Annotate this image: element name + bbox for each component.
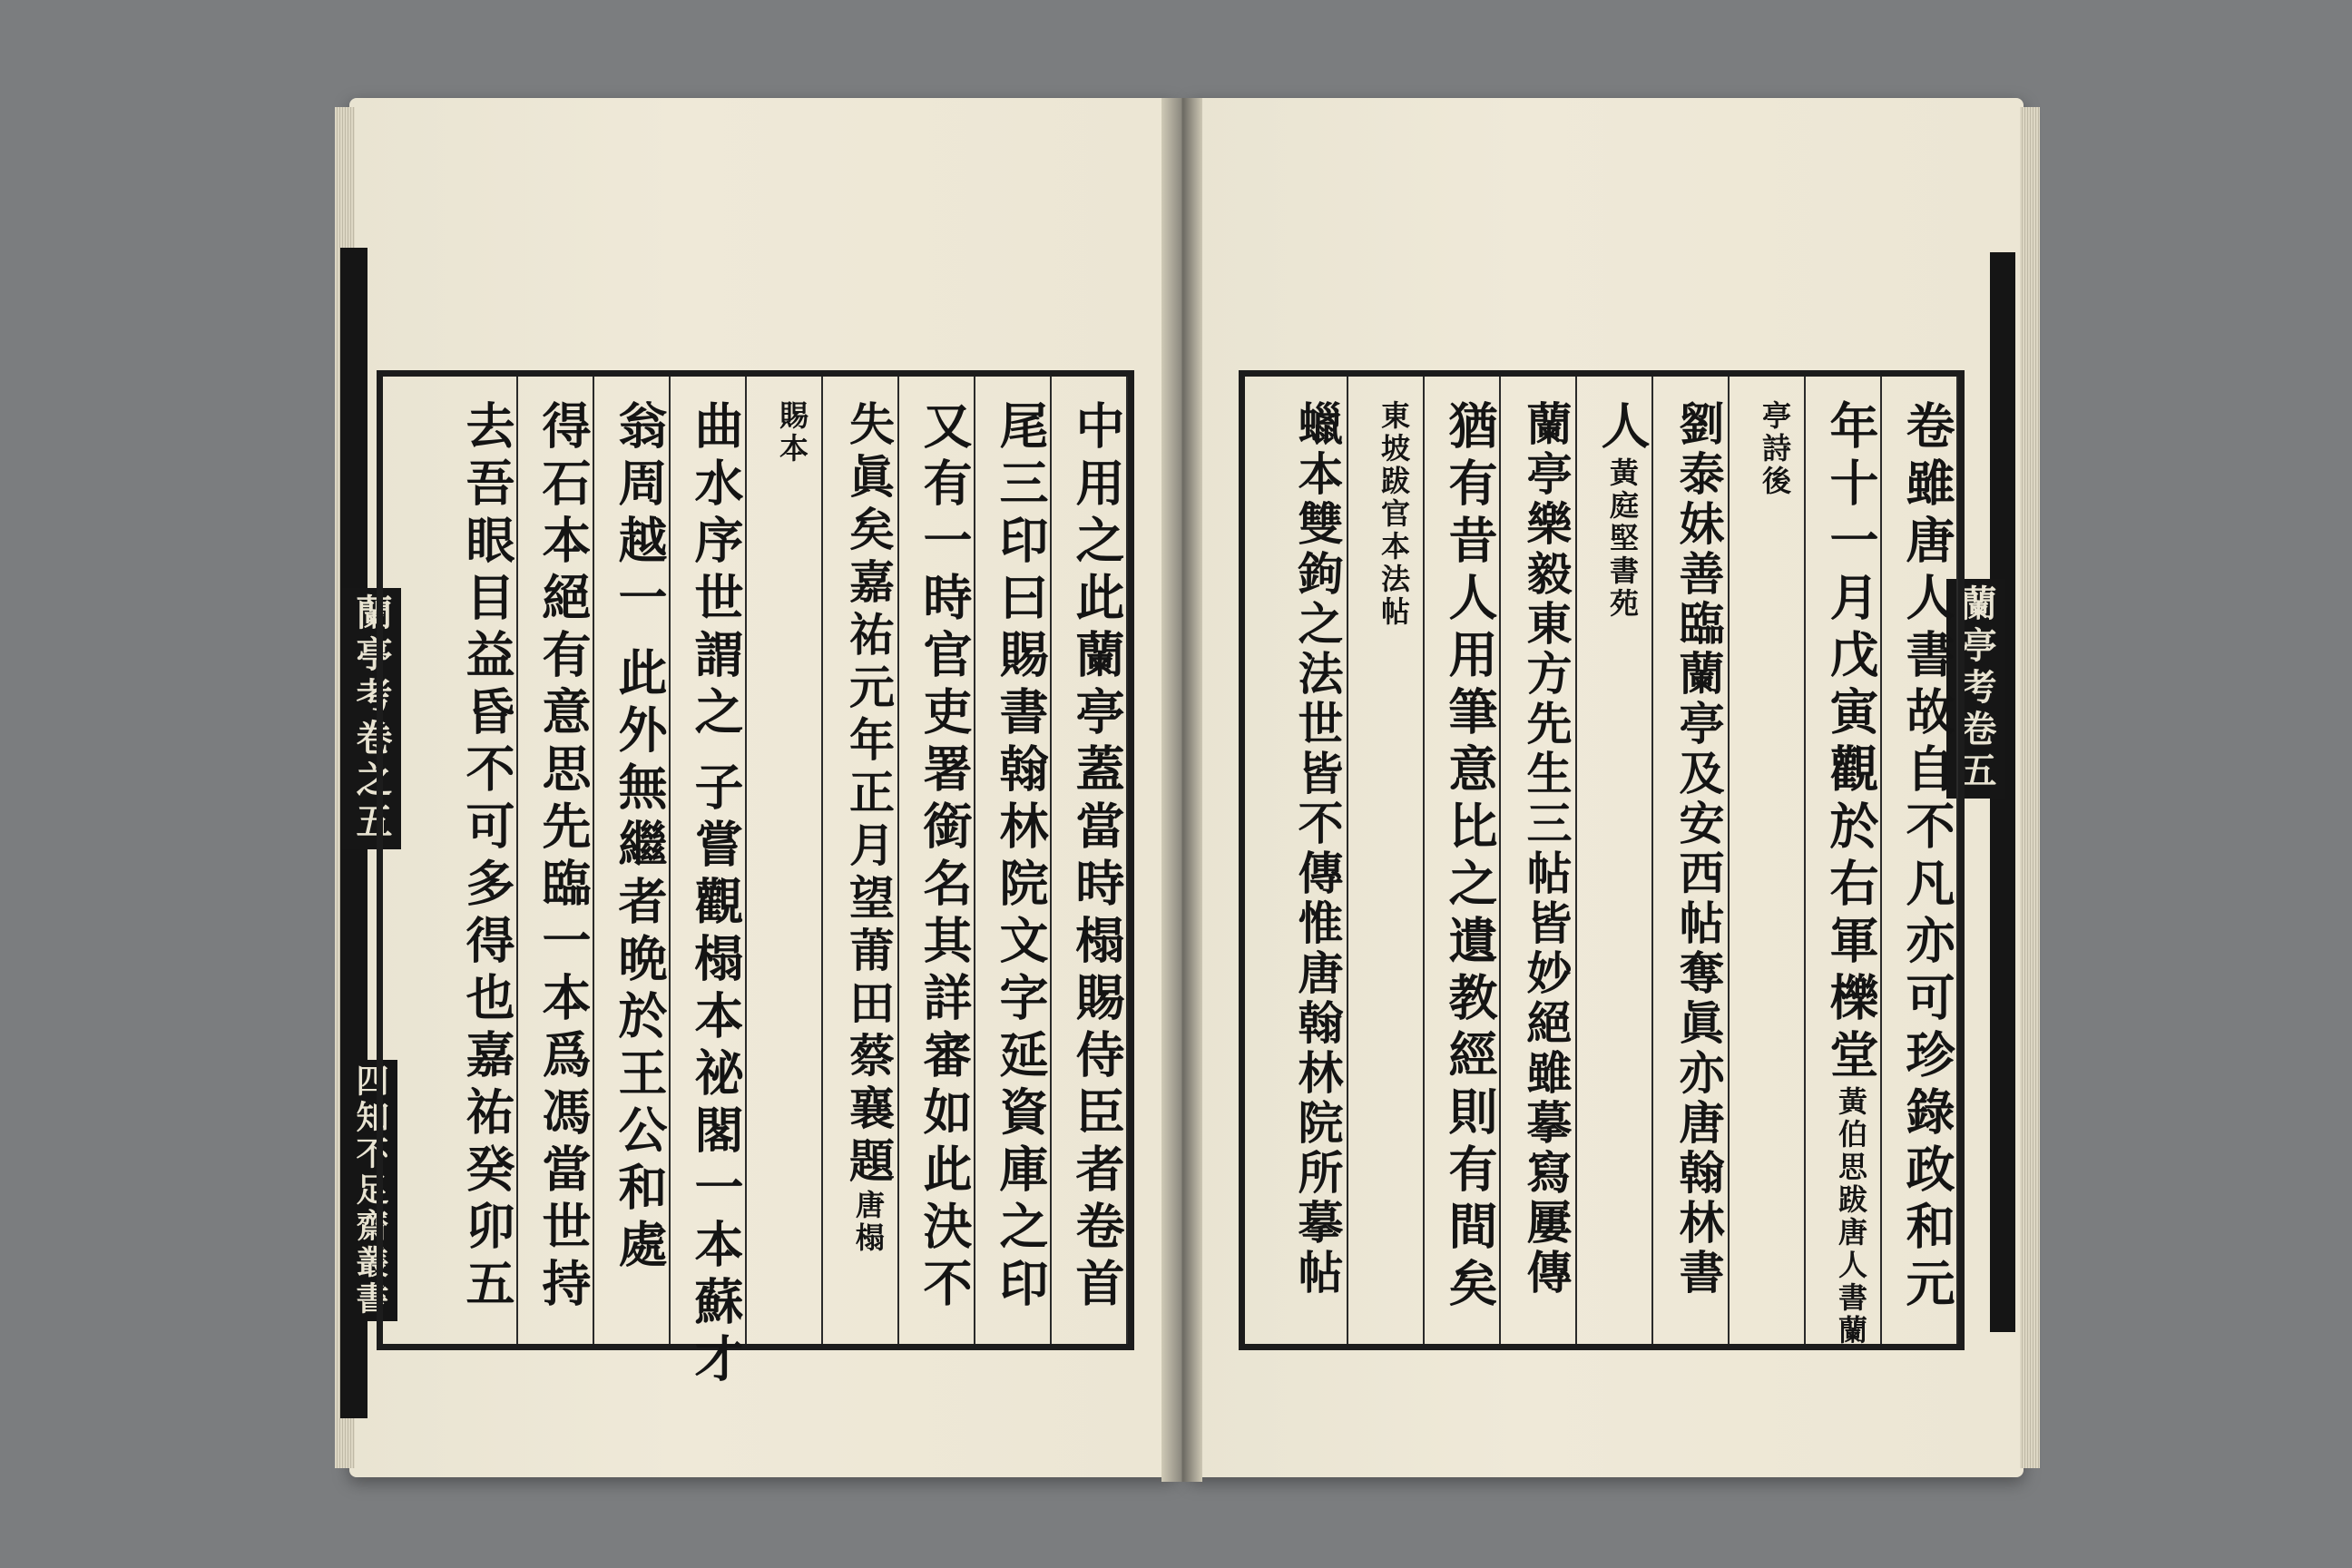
- text-column: [1670, 377, 1730, 1344]
- text-column: [839, 377, 899, 1344]
- text-column: [1365, 377, 1425, 1344]
- column-text: 蠟本雙鉤之法世皆不傳惟唐翰林院所摹帖: [1290, 400, 1345, 1298]
- column-text: 翁周越一: [611, 400, 669, 629]
- printer-name: 知不足齋叢書: [351, 1100, 389, 1318]
- column-text: 又有一時官吏署銜名其詳審如此決不: [916, 400, 974, 1315]
- column-text: 去吾眼目益昏不可多得也嘉祐癸卯五: [458, 400, 516, 1315]
- column-text: 失眞矣嘉祐元年正月望莆田蔡襄題: [842, 400, 896, 1190]
- column-text: 劉泰妹善臨蘭亭及安西帖奪眞亦唐翰林書: [1671, 400, 1726, 1298]
- column-note: 賜本: [775, 400, 809, 466]
- text-column: [458, 377, 518, 1344]
- column-text: 卷雖唐人書故自不凡亦可珍錄政和元: [1898, 400, 1956, 1315]
- column-text: 曲水序世謂之: [687, 400, 745, 743]
- left-margin-title: 蘭亭考卷之五: [342, 588, 401, 849]
- column-text: 年十一月戊寅觀於右軍櫟堂: [1822, 400, 1880, 1086]
- text-column: [992, 377, 1052, 1344]
- column-text: 人: [1593, 400, 1651, 457]
- column-note: 黃庭堅書苑: [1605, 457, 1640, 621]
- text-column: [611, 377, 671, 1344]
- text-column: [1441, 377, 1501, 1344]
- text-column: [763, 377, 823, 1344]
- left-text-frame: [377, 370, 1134, 1390]
- page-number: 四: [351, 1063, 389, 1100]
- text-column: [1746, 377, 1806, 1344]
- column-text-continued: 此外無繼者晩於王公和處: [611, 647, 669, 1276]
- text-column: [1593, 377, 1653, 1344]
- column-text: 中用之此蘭亭蓋當時榻賜侍臣者卷首: [1068, 400, 1126, 1315]
- text-column: [534, 377, 594, 1344]
- column-text-continued: 子嘗觀榻本祕閣一本蘇才: [687, 761, 745, 1390]
- text-column: [1822, 377, 1882, 1348]
- column-note: 亭詩後: [1758, 400, 1792, 498]
- right-text-frame: [1239, 370, 1965, 1350]
- column-note: 東坡跋官本法帖: [1377, 400, 1411, 629]
- book-gutter: [1161, 98, 1202, 1482]
- text-column: [1898, 377, 1958, 1344]
- column-text: 得石本絕有意思先臨一本爲馮當世持: [534, 400, 593, 1315]
- column-text: 蘭亭樂毅東方先生三帖皆妙絕雖摹寫屢傳: [1519, 400, 1573, 1298]
- open-book: [349, 98, 2024, 1500]
- column-text: 尾三印曰賜書翰林院文字延資庫之印: [992, 400, 1050, 1315]
- column-note: 黃伯思跋唐人書蘭: [1834, 1086, 1868, 1348]
- text-column: [687, 377, 747, 1390]
- right-page-edge: [2020, 107, 2040, 1468]
- column-note: 唐榻: [851, 1190, 886, 1255]
- text-column: [916, 377, 975, 1344]
- text-column: [1517, 377, 1577, 1344]
- text-column: [1289, 377, 1348, 1344]
- text-column: [1068, 377, 1128, 1344]
- column-text: 猶有昔人用筆意比之遺教經則有間矣: [1441, 400, 1499, 1315]
- right-margin-title: 蘭亭考卷五: [1946, 579, 2005, 799]
